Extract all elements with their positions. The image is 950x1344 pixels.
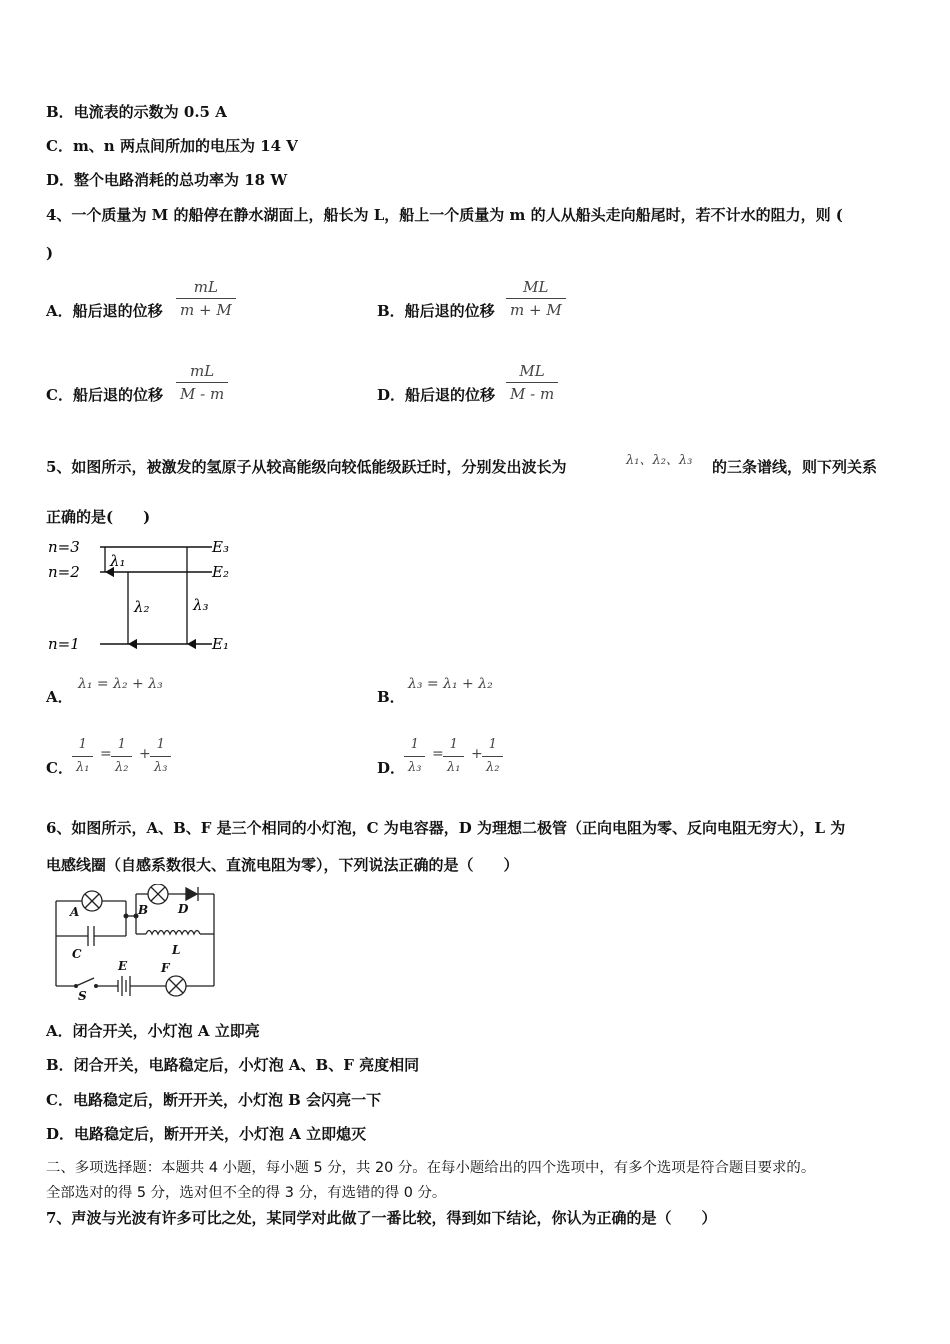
q5-d-frac-2 — [443, 734, 464, 779]
label-n2: n=2 — [48, 563, 80, 581]
q5-lambdas: λ₁、λ₂、λ₃ — [626, 453, 693, 468]
q3-option-c: C．m、n 两点间所加的电压为 14 V — [46, 137, 298, 155]
q4-c-numerator: mL — [176, 360, 228, 383]
q5-d-frac-1 — [404, 734, 425, 779]
label-l2: λ₂ — [134, 598, 150, 616]
q4-a-numerator: mL — [176, 276, 236, 299]
q5-stem-post: 的三条谱线，则下列关系 — [712, 458, 878, 476]
q5-d-frac-3-num: 1 — [482, 734, 503, 757]
q5-option-c-label: C． — [46, 759, 73, 777]
q4-option-b-fraction — [506, 276, 566, 321]
circuit-label-c: C — [72, 947, 82, 961]
q4-option-c-label: C．船后退的位移 — [46, 386, 163, 404]
label-n1: n=1 — [48, 635, 80, 653]
q4-d-numerator: ML — [506, 360, 558, 383]
label-n3: n=3 — [48, 538, 80, 556]
q5-c-frac-2-den: λ₂ — [115, 760, 129, 775]
q5-c-frac-1 — [72, 734, 93, 779]
label-e1: E₁ — [212, 635, 229, 653]
q6-stem-line1: 6、如图所示，A、B、F 是三个相同的小灯泡，C 为电容器，D 为理想二极管（正向电阻为零、反向电阻无穷大），L 为 — [46, 819, 846, 837]
q3-option-b: B．电流表的示数为 0.5 A — [46, 103, 227, 121]
q4-option-a-label: A．船后退的位移 — [46, 302, 163, 320]
q5-d-plus: + — [471, 746, 483, 762]
section2-heading-line2: 全部选对的得 5 分，选对但不全的得 3 分，有选错的得 0 分。 — [46, 1185, 447, 1201]
section2-heading-line1: 二、多项选择题：本题共 4 小题，每小题 5 分，共 20 分。在每小题给出的四个选项中，有多个选项是符合题目要求的。 — [46, 1160, 816, 1176]
q5-d-frac-3-den: λ₂ — [486, 760, 500, 775]
circuit-label-d: D — [178, 902, 189, 916]
q5-c-frac-2-num: 1 — [111, 734, 132, 757]
q4-option-a-fraction — [176, 276, 236, 321]
circuit-label-s: S — [78, 989, 87, 1003]
q4-b-numerator: ML — [506, 276, 566, 299]
circuit-label-l: L — [172, 943, 181, 957]
q5-c-plus: + — [139, 746, 151, 762]
q5-d-frac-3 — [482, 734, 503, 779]
q6-option-a: A．闭合开关，小灯泡 A 立即亮 — [46, 1022, 260, 1040]
q4-option-d-fraction — [506, 360, 558, 405]
q4-c-denominator: M - m — [180, 385, 225, 403]
energy-level-diagram — [44, 532, 244, 656]
switch-s-icon — [76, 978, 94, 986]
q3-option-d: D．整个电路消耗的总功率为 18 W — [46, 171, 288, 189]
circuit-diagram — [50, 884, 225, 1004]
q4-stem-end: ) — [46, 244, 54, 262]
q4-option-d-label: D．船后退的位移 — [377, 386, 496, 404]
label-e2: E₂ — [212, 563, 229, 581]
q4-stem: 4、一个质量为 M 的船停在静水湖面上，船长为 L，船上一个质量为 m 的人从船头走向船尾时，若不计水的阻力，则 ( — [46, 206, 843, 224]
inductor-l-icon — [146, 931, 200, 935]
q5-d-frac-2-den: λ₁ — [447, 760, 461, 775]
label-l1: λ₁ — [110, 552, 126, 570]
q4-option-b-label: B．船后退的位移 — [377, 302, 495, 320]
q4-d-denominator: M - m — [510, 385, 555, 403]
q5-stem-line2: 正确的是( ) — [46, 508, 151, 526]
diode-d-icon — [186, 888, 197, 900]
q6-option-c: C．电路稳定后，断开开关，小灯泡 B 会闪亮一下 — [46, 1091, 382, 1109]
q5-d-frac-1-den: λ₃ — [408, 760, 422, 775]
q5-c-frac-2 — [111, 734, 132, 779]
q7-stem: 7、声波与光波有许多可比之处，某同学对此做了一番比较，得到如下结论，你认为正确的是（ ） — [46, 1209, 717, 1227]
q5-option-b-label: B． — [377, 688, 405, 706]
q4-a-denominator: m + M — [180, 301, 232, 319]
circuit-label-b: B — [138, 903, 149, 917]
q5-option-d-label: D． — [377, 759, 406, 777]
label-e3: E₃ — [212, 538, 229, 556]
q5-option-a-label: A． — [46, 688, 73, 706]
q5-d-frac-1-num: 1 — [404, 734, 425, 757]
q6-option-d: D．电路稳定后，断开开关，小灯泡 A 立即熄灭 — [46, 1125, 367, 1143]
q4-b-denominator: m + M — [510, 301, 562, 319]
q5-c-frac-1-num: 1 — [72, 734, 93, 757]
q5-d-frac-2-num: 1 — [443, 734, 464, 757]
label-l3: λ₃ — [193, 596, 209, 614]
q5-d-eq: = — [432, 746, 444, 762]
q5-c-frac-1-den: λ₁ — [76, 760, 90, 775]
q4-option-c-fraction — [176, 360, 228, 405]
q5-stem-pre: 5、如图所示，被激发的氢原子从较高能级向较低能级跃迁时，分别发出波长为 — [46, 458, 567, 476]
q5-c-frac-3-den: λ₃ — [154, 760, 168, 775]
q5-c-eq: = — [100, 746, 112, 762]
circuit-label-f: F — [161, 961, 170, 975]
circuit-label-a: A — [70, 905, 80, 919]
q5-c-frac-3 — [150, 734, 171, 779]
q6-stem-line2: 电感线圈（自感系数很大、直流电阻为零），下列说法正确的是（ ） — [46, 856, 519, 874]
q5-c-frac-3-num: 1 — [150, 734, 171, 757]
q5-option-b-expr: λ₃ = λ₁ + λ₂ — [408, 676, 493, 692]
circuit-label-e: E — [118, 959, 128, 973]
q6-option-b: B．闭合开关，电路稳定后，小灯泡 A、B、F 亮度相同 — [46, 1056, 420, 1074]
q5-option-a-expr: λ₁ = λ₂ + λ₃ — [78, 676, 163, 692]
